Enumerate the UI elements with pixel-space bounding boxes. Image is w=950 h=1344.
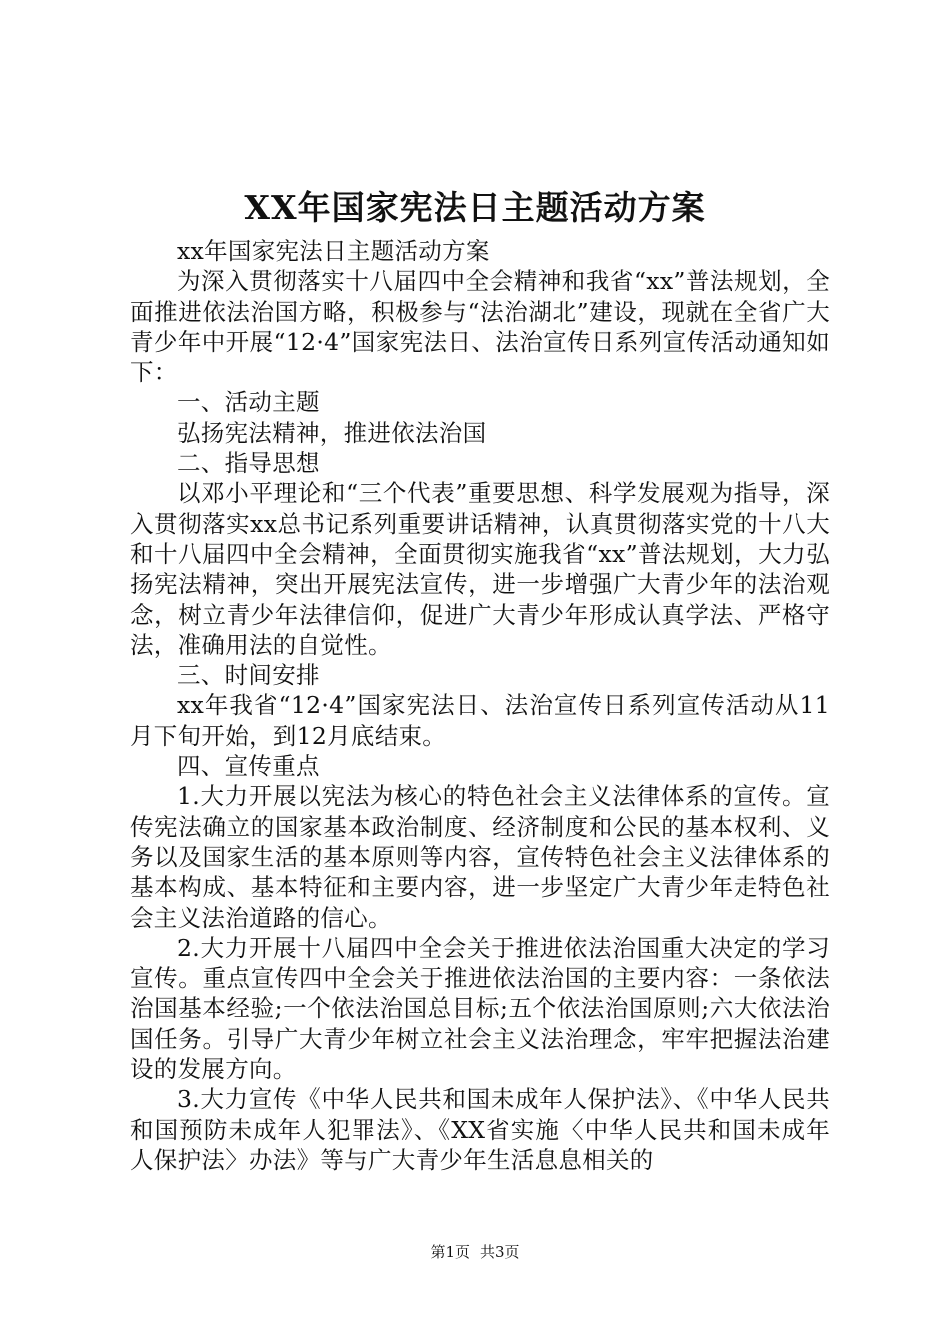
section-heading-focus: 四、宣传重点 bbox=[177, 752, 320, 781]
paragraph-schedule: xx年我省“12·4”国家宪法日、法治宣传日系列宣传活动从11月下旬开始，到12月底结束。 bbox=[130, 691, 830, 750]
paragraph-focus-3: 3.大力宣传《中华人民共和国未成年人保护法》、《中华人民共和国预防未成年人犯罪法》、《XX省实施〈中华人民共和国未成年人保护法〉办法》等与广大青少年生活息息相关的 bbox=[130, 1085, 830, 1174]
paragraph-focus-2: 2.大力开展十八届四中全会关于推进依法治国重大决定的学习宣传。重点宣传四中全会关于推进依法治国的主要内容：一条依法治国基本经验;一个依法治国总目标;五个依法治国原则;六大依法治国任务。引导广大青少年树立社会主义法治理念，牢牢把握法治建设的发展方向。 bbox=[130, 933, 830, 1084]
paragraph-theme: 弘扬宪法精神，推进依法治国 bbox=[177, 418, 487, 447]
document-title: XX年国家宪法日主题活动方案 bbox=[244, 188, 706, 227]
section-heading-schedule: 三、时间安排 bbox=[177, 661, 320, 690]
document-body bbox=[130, 236, 830, 1175]
paragraph-focus-1: 1.大力开展以宪法为核心的特色社会主义法律体系的宣传。宣传宪法确立的国家基本政治制度、经济制度和公民的基本权利、义务以及国家生活的基本原则等内容，宣传特色社会主义法律体系的基本构成、基本特征和主要内容，进一步坚定广大青少年走特色社会主义法治道路的信心。 bbox=[130, 782, 830, 932]
paragraph-intro: 为深入贯彻落实十八届四中全会精神和我省“xx”普法规划，全面推进依法治国方略，积极参与“法治湖北”建设，现就在全省广大青少年中开展“12·4”国家宪法日、法治宣传日系列宣传活动通知如下： bbox=[130, 267, 830, 387]
section-heading-theme: 一、活动主题 bbox=[177, 388, 320, 417]
paragraph-guidance: 以邓小平理论和“三个代表”重要思想、科学发展观为指导，深入贯彻落实xx总书记系列重要讲话精神，认真贯彻落实党的十八大和十八届四中全会精神，全面贯彻实施我省“xx”普法规划，大力弘扬宪法精神，突出开展宪法宣传，进一步增强广大青少年的法治观念，树立青少年法律信仰，促进广大青少年形成认真学法、严格守法，准确用法的自觉性。 bbox=[130, 479, 830, 659]
paragraph-subtitle: xx年国家宪法日主题活动方案 bbox=[177, 237, 490, 265]
page-total: 共3页 bbox=[480, 1243, 520, 1261]
page-footer bbox=[0, 1242, 950, 1262]
page-number: 第1页 bbox=[430, 1243, 470, 1261]
section-heading-guidance: 二、指导思想 bbox=[177, 449, 320, 478]
